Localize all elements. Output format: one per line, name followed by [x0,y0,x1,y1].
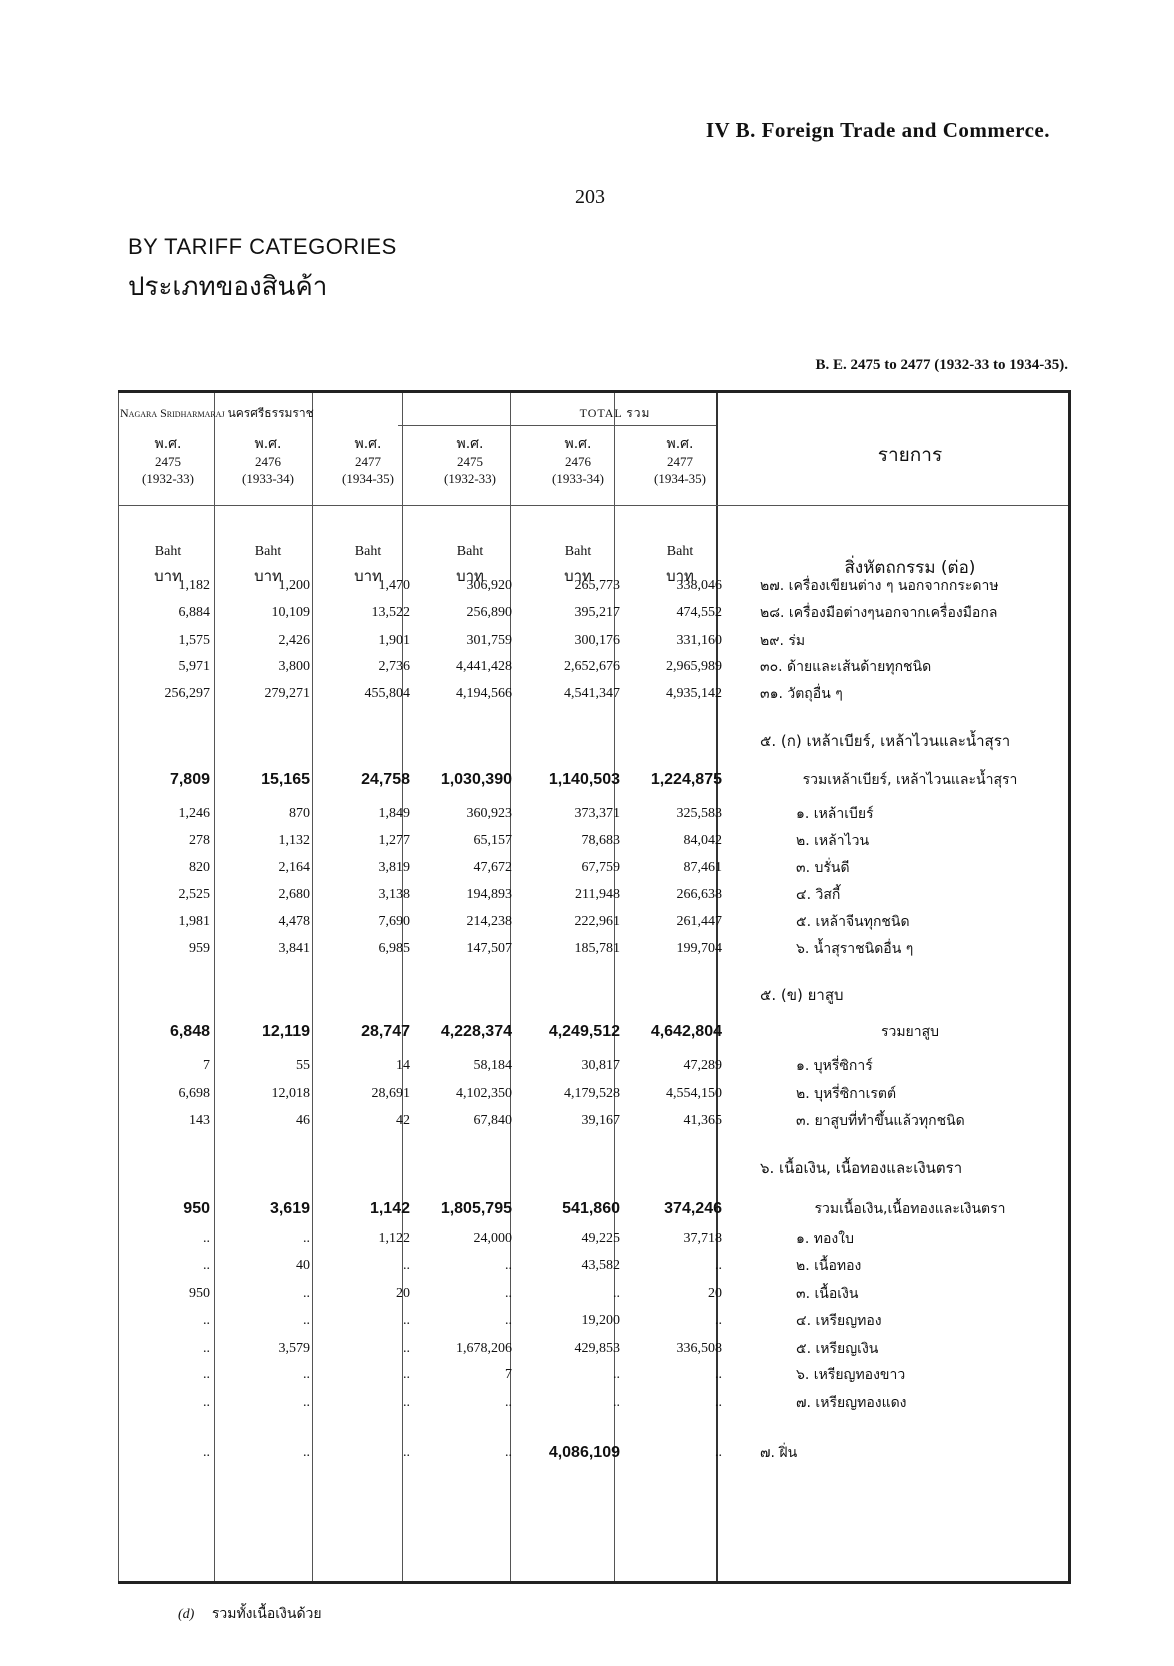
table-cell: 2,164 [278,860,310,875]
row-label: ๒๘. เครื่องมือต่างๆนอกจากเครื่องมือกล [760,605,998,621]
table-cell: 4,554,150 [666,1086,722,1101]
table-cell: 265,773 [574,578,620,593]
table-cell: 2,652,676 [564,659,620,674]
column-year: 2475 [155,454,181,469]
table-cell: 4,441,428 [456,659,512,674]
table-row [0,1440,1174,1466]
table-cell: 20 [396,1286,410,1301]
table-cell: 1,678,206 [456,1341,512,1356]
footnote-text: รวมทั้งเนื้อเงินด้วย [211,1606,322,1622]
table-cell: 1,901 [378,633,410,648]
table-cell: 4,935,142 [666,686,722,701]
table-cell: 1,981 [178,914,210,929]
table-cell: 143 [189,1113,210,1128]
table-cell: 7,809 [169,771,210,788]
column-header-2 [218,436,318,487]
table-cell: .. [505,1313,512,1328]
row-label: ๕. เหล้าจีนทุกชนิด [796,914,910,930]
table-cell: 42 [396,1113,410,1128]
table-cell: .. [505,1286,512,1301]
table-cell: 1,140,503 [548,771,620,788]
row-label: ๓. บรั่นดี [796,860,850,876]
row-label: ๔. เหรียญทอง [796,1313,882,1329]
items-header: รายการ [877,444,943,466]
table-cell: 300,176 [574,633,620,648]
table-cell: 49,225 [581,1231,620,1246]
table-row [0,600,1174,626]
table-cell: 3,579 [278,1341,310,1356]
unit-thai: บาท [564,567,592,585]
table-cell: 4,249,512 [548,1023,620,1040]
table-cell: 4,194,566 [456,686,512,701]
row-label: ๕. (ข) ยาสูบ [760,986,844,1004]
table-cell: 67,840 [473,1113,512,1128]
table-cell: 4,179,528 [564,1086,620,1101]
table-cell: 374,246 [664,1200,722,1217]
table-cell: 3,619 [269,1200,310,1217]
column-era: พ.ศ. [564,436,592,452]
table-cell: 65,157 [473,833,512,848]
table-cell: 360,923 [466,806,512,821]
heading-thai: ประเภทของสินค้า [128,272,328,302]
group-label-total: TOTAL รวม [579,406,651,420]
table-cell: .. [203,1313,210,1328]
table-cell: 14 [396,1058,410,1073]
table-cell: .. [403,1258,410,1273]
table-cell: .. [203,1445,210,1460]
table-cell: 6,884 [178,605,210,620]
row-label: ๗. เหรียญทองแดง [796,1395,907,1411]
table-cell: 39,167 [581,1113,620,1128]
table-cell: .. [505,1395,512,1410]
table-cell: 429,853 [574,1341,620,1356]
table-cell: 820 [189,860,210,875]
table-cell: 7,690 [378,914,410,929]
table-cell: 2,525 [178,887,210,902]
table-cell: .. [715,1445,722,1460]
table-cell: 1,224,875 [650,771,722,788]
column-header-3 [318,436,418,487]
table-cell: 15,165 [261,771,310,788]
table-cell: 40 [296,1258,310,1273]
table-cell: 1,122 [378,1231,410,1246]
table-cell: 47,672 [473,860,512,875]
table-cell: 24,758 [361,771,410,788]
table-cell: 306,920 [466,578,512,593]
table-cell: 301,759 [466,633,512,648]
table-cell: 147,507 [466,941,512,956]
table-cell: .. [715,1395,722,1410]
table-cell: 959 [189,941,210,956]
table-cell: 78,683 [581,833,620,848]
column-span: (1933-34) [242,471,294,486]
table-cell: .. [303,1286,310,1301]
column-header-5 [528,436,628,487]
table-cell: .. [403,1313,410,1328]
table-cell: .. [203,1395,210,1410]
table-cell: 84,042 [683,833,722,848]
unit-thai: บาท [354,567,382,585]
table-cell: 395,217 [574,605,620,620]
table-cell: 30,817 [581,1058,620,1073]
column-span: (1934-35) [654,471,706,486]
table-total-row [0,767,1174,793]
table-cell: 2,736 [378,659,410,674]
table-row [0,1308,1174,1334]
table-cell: 331,160 [676,633,722,648]
table-row [0,1226,1174,1252]
row-label: ๑. เหล้าเบียร์ [796,806,874,822]
table-cell: .. [715,1313,722,1328]
table-cell: 336,508 [676,1341,722,1356]
table-cell: 10,109 [271,605,310,620]
table-row [0,1336,1174,1362]
table-cell: 279,271 [264,686,310,701]
table-cell: 2,680 [278,887,310,902]
table-cell: 87,461 [683,860,722,875]
table-cell: .. [303,1313,310,1328]
table-cell: 185,781 [574,941,620,956]
column-year: 2477 [667,454,693,469]
table-cell: 199,704 [676,941,722,956]
table-section-row [0,728,1174,754]
column-era: พ.ศ. [666,436,694,452]
table-cell: .. [303,1395,310,1410]
column-era: พ.ศ. [254,436,282,452]
unit-thai: บาท [254,567,282,585]
table-cell: 266,638 [676,887,722,902]
table-cell: 4,086,109 [548,1444,620,1461]
footnote-mark: (d) [178,1607,195,1622]
table-cell: 455,804 [364,686,410,701]
table-cell: 12,018 [271,1086,310,1101]
row-label: ๒. เนื้อทอง [796,1258,862,1274]
table-cell: 13,522 [371,605,410,620]
table-row [0,1362,1174,1388]
row-label: รวมเนื้อเงิน,เนื้อทองและเงินตรา [814,1201,1006,1217]
column-year: 2475 [457,454,483,469]
table-cell: 474,552 [676,605,722,620]
table-cell: .. [715,1367,722,1382]
table-cell: 1,849 [378,806,410,821]
unit-english: Baht [254,544,282,559]
table-row [0,828,1174,854]
table-row [0,936,1174,962]
table-row [0,1053,1174,1079]
table-cell: 24,000 [473,1231,512,1246]
unit-english: Baht [456,544,484,559]
table-cell: 194,893 [466,887,512,902]
table-cell: 2,426 [278,633,310,648]
column-era: พ.ศ. [456,436,484,452]
table-row [0,1390,1174,1416]
column-span: (1933-34) [552,471,604,486]
column-era: พ.ศ. [354,436,382,452]
table-cell: 1,277 [378,833,410,848]
table-cell: 256,890 [466,605,512,620]
table-cell: .. [203,1367,210,1382]
row-label: ๓. เนื้อเงิน [796,1286,859,1302]
table-cell: .. [613,1367,620,1382]
table-cell: 1,132 [278,833,310,848]
row-label: ๖. น้ำสุราชนิดอื่น ๆ [796,941,914,957]
table-total-row [0,1019,1174,1045]
table-section-row [0,1155,1174,1181]
running-head: IV B. Foreign Trade and Commerce. [705,118,1050,142]
row-label: ๔. วิสกี้ [796,887,841,903]
table-cell: 47,289 [683,1058,722,1073]
row-label: ๒. เหล้าไวน [796,833,870,849]
row-label: ๒๙. ร่ม [760,633,806,649]
table-cell: .. [203,1341,210,1356]
table-cell: 58,184 [473,1058,512,1073]
table-row [0,654,1174,680]
table-cell: .. [203,1231,210,1246]
table-cell: 4,478 [278,914,310,929]
unit-thai: บาท [154,567,182,585]
table-cell: .. [613,1395,620,1410]
header-rule [118,505,1068,506]
table-row [0,801,1174,827]
table-cell: 1,030,390 [440,771,512,788]
table-cell: 3,800 [278,659,310,674]
table-cell: 7 [203,1058,210,1073]
table-cell: 28,747 [361,1023,410,1040]
table-cell: 261,447 [676,914,722,929]
table-cell: 43,582 [581,1258,620,1273]
unit-thai: บาท [666,567,694,585]
table-cell: 1,142 [369,1200,410,1217]
row-label: ๖. เหรียญทองขาว [796,1367,906,1383]
table-row [0,909,1174,935]
heading-english: BY TARIFF CATEGORIES [128,234,397,259]
table-cell: 12,119 [261,1023,310,1040]
row-label: ๒. บุหรี่ซิกาเรตต์ [796,1086,897,1102]
table-cell: .. [203,1258,210,1273]
table-cell: .. [403,1367,410,1382]
table-row [0,1108,1174,1134]
row-label: ๖. เนื้อเงิน, เนื้อทองและเงินตรา [760,1159,963,1177]
table-cell: 6,985 [378,941,410,956]
table-cell: 1,805,795 [440,1200,512,1217]
table-cell: 19,200 [581,1313,620,1328]
table-cell: .. [403,1341,410,1356]
table-cell: .. [613,1286,620,1301]
column-header-4 [420,436,520,487]
table-cell: 222,961 [574,914,620,929]
table-row [0,628,1174,654]
table-cell: 1,246 [178,806,210,821]
column-era: พ.ศ. [154,436,182,452]
table-cell: .. [715,1258,722,1273]
table-row [0,882,1174,908]
table-cell: 214,238 [466,914,512,929]
row-label: ๓. ยาสูบที่ทำขึ้นแล้วทุกชนิด [796,1113,965,1129]
table-cell: 541,860 [562,1200,620,1217]
table-cell: 37,718 [683,1231,722,1246]
table-cell: 2,965,989 [666,659,722,674]
table-cell: .. [403,1395,410,1410]
table-cell: 373,371 [574,806,620,821]
table-cell: .. [505,1258,512,1273]
table-cell: 278 [189,833,210,848]
unit-english: Baht [154,544,182,559]
table-total-row [0,1196,1174,1222]
column-span: (1934-35) [342,471,394,486]
row-label: รวมเหล้าเบียร์, เหล้าไวนและน้ำสุรา [802,772,1018,788]
column-year: 2476 [565,454,591,469]
table-cell: 1,470 [378,578,410,593]
column-span: (1932-33) [142,471,194,486]
table-cell: 950 [189,1286,210,1301]
table-cell: 6,848 [169,1023,210,1040]
table-cell: 1,182 [178,578,210,593]
table-cell: 3,138 [378,887,410,902]
table-cell: 1,200 [278,578,310,593]
unit-english: Baht [354,544,382,559]
row-label: ๗. ฝิ่น [760,1445,798,1461]
table-row [0,855,1174,881]
column-header-6 [630,436,730,487]
column-year: 2476 [255,454,281,469]
table-row [0,681,1174,707]
table-cell: .. [403,1445,410,1460]
column-header-1 [118,436,218,487]
table-cell: 20 [708,1286,722,1301]
row-label: ๕. (ก) เหล้าเบียร์, เหล้าไวนและน้ำสุรา [760,732,1011,750]
category-heading: สิ่งหัตถกรรม (ต่อ) [844,558,976,578]
table-cell: 46 [296,1113,310,1128]
group-label-nagara: Nagara Sridharmaraj นครศรีธรรมราช [120,406,314,420]
table-cell: 6,698 [178,1086,210,1101]
table-cell: 4,642,804 [650,1023,722,1040]
row-label: ๓๐. ด้ายและเส้นด้ายทุกชนิด [760,659,932,675]
table-cell: 4,228,374 [440,1023,512,1040]
table-cell: 211,948 [575,887,620,902]
table-cell: 870 [289,806,310,821]
table-cell: 338,046 [676,578,722,593]
row-label: ๒๗. เครื่องเขียนต่าง ๆ นอกจากกระดาษ [760,578,999,594]
period-caption: B. E. 2475 to 2477 (1932-33 to 1934-35). [815,357,1068,373]
table-cell: 3,841 [278,941,310,956]
row-label: ๕. เหรียญเงิน [796,1341,879,1357]
table-cell: 7 [505,1367,512,1382]
table-row [0,1081,1174,1107]
table-cell: .. [303,1231,310,1246]
column-span: (1932-33) [444,471,496,486]
table-cell: 3,819 [378,860,410,875]
table-cell: 5,971 [178,659,210,674]
row-label: รวมยาสูบ [880,1024,940,1040]
table-row [0,1281,1174,1307]
header-rule [398,425,716,426]
unit-thai: บาท [456,567,484,585]
row-label: ๑. ทองใบ [796,1231,854,1247]
table-cell: 325,583 [676,806,722,821]
table-cell: 950 [183,1200,210,1217]
column-year: 2477 [355,454,381,469]
table-row [0,573,1174,599]
table-cell: 256,297 [164,686,210,701]
table-cell: 4,541,347 [564,686,620,701]
table-cell: 1,575 [178,633,210,648]
table-cell: .. [303,1367,310,1382]
page-number: 203 [575,186,605,208]
table-cell: 67,759 [581,860,620,875]
unit-english: Baht [564,544,592,559]
table-cell: 41,365 [683,1113,722,1128]
row-label: ๑. บุหรี่ซิการ์ [796,1058,873,1074]
table-row [0,1253,1174,1279]
row-label: ๓๑. วัตถุอื่น ๆ [760,686,843,702]
table-cell: 28,691 [371,1086,410,1101]
table-section-row [0,982,1174,1008]
table-cell: 4,102,350 [456,1086,512,1101]
unit-english: Baht [666,544,694,559]
table-cell: .. [505,1445,512,1460]
table-cell: .. [303,1445,310,1460]
table-cell: 55 [296,1058,310,1073]
footnote [178,1603,322,1625]
